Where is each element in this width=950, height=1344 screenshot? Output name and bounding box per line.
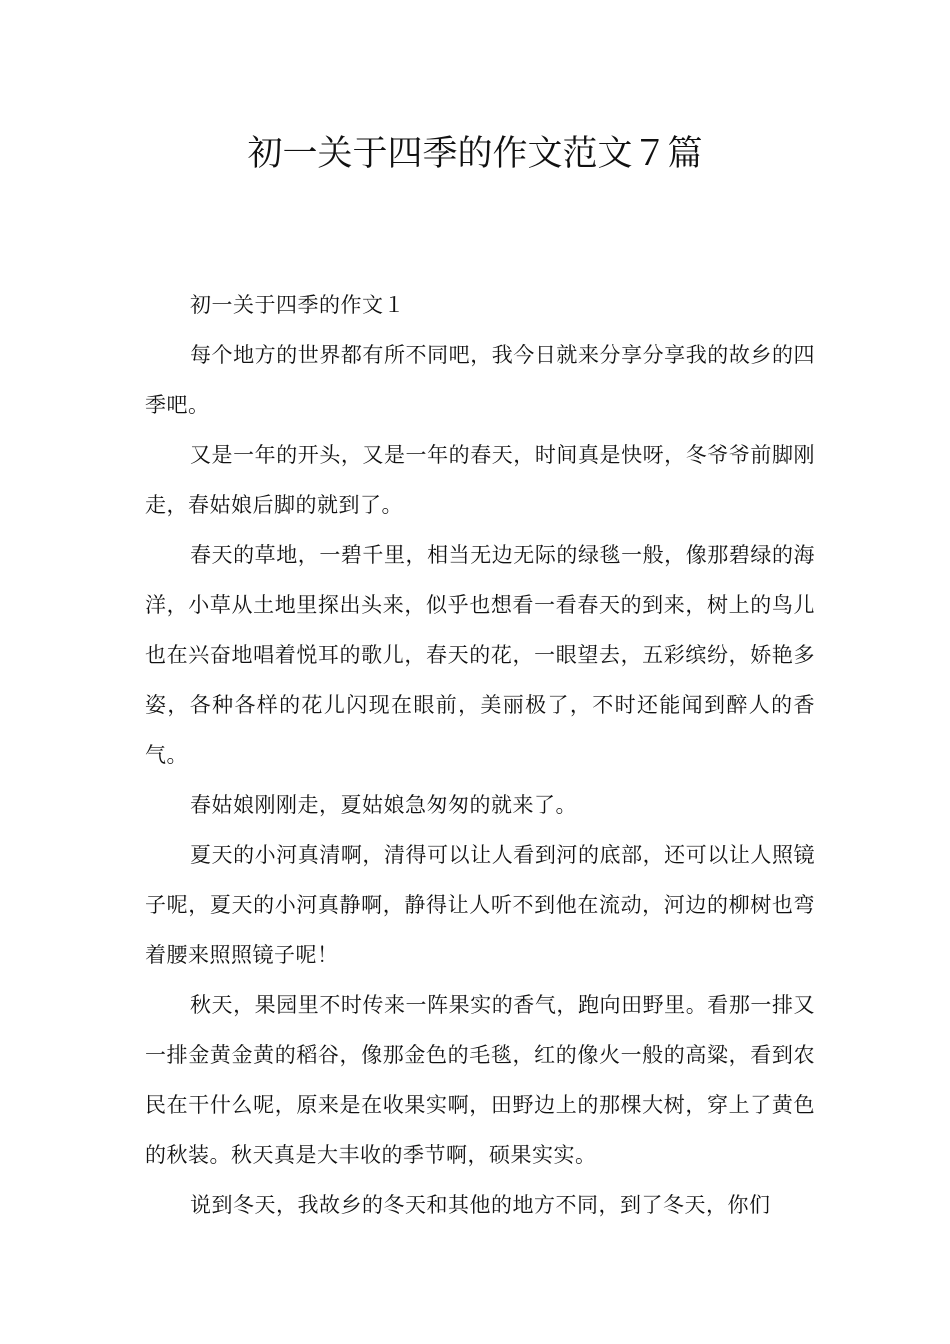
paragraph-autumn: 秋天，果园里不时传来一阵果实的香气，跑向田野里。看那一排又一排金黄金黄的稻谷，像那金色的毛毯，红的像火一般的高粱，看到农民在干什么呢，原来是在收果实啊，田野边上的那棵大树，穿上了黄色的秋装。秋天真是大丰收的季节啊，硕果实实。 xyxy=(145,993,815,1167)
document-body xyxy=(145,280,815,1230)
paragraph-winter: 说到冬天，我故乡的冬天和其他的地方不同，到了冬天，你们 xyxy=(190,1193,771,1217)
paragraph-summer-arrives: 春姑娘刚刚走，夏姑娘急匆匆的就来了。 xyxy=(190,793,577,817)
paragraph-spring: 春天的草地，一碧千里，相当无边无际的绿毯一般，像那碧绿的海洋，小草从土地里探出头来，似乎也想看一看春天的到来，树上的鸟儿也在兴奋地唱着悦耳的歌儿，春天的花，一眼望去，五彩缤纷，娇艳多姿，各种各样的花儿闪现在眼前，美丽极了，不时还能闻到醉人的香气。 xyxy=(145,543,815,767)
paragraph-intro: 每个地方的世界都有所不同吧，我今日就来分享分享我的故乡的四季吧。 xyxy=(145,343,815,417)
essay-heading: 初一关于四季的作文１ xyxy=(190,293,405,317)
paragraph-summer: 夏天的小河真清啊，清得可以让人看到河的底部，还可以让人照镜子呢，夏天的小河真静啊，静得让人听不到他在流动，河边的柳树也弯着腰来照照镜子呢！ xyxy=(145,843,815,967)
document-title: 初一关于四季的作文范文７篇 xyxy=(247,134,703,174)
paragraph-new-year: 又是一年的开头，又是一年的春天，时间真是快呀，冬爷爷前脚刚走，春姑娘后脚的就到了。 xyxy=(145,443,815,517)
